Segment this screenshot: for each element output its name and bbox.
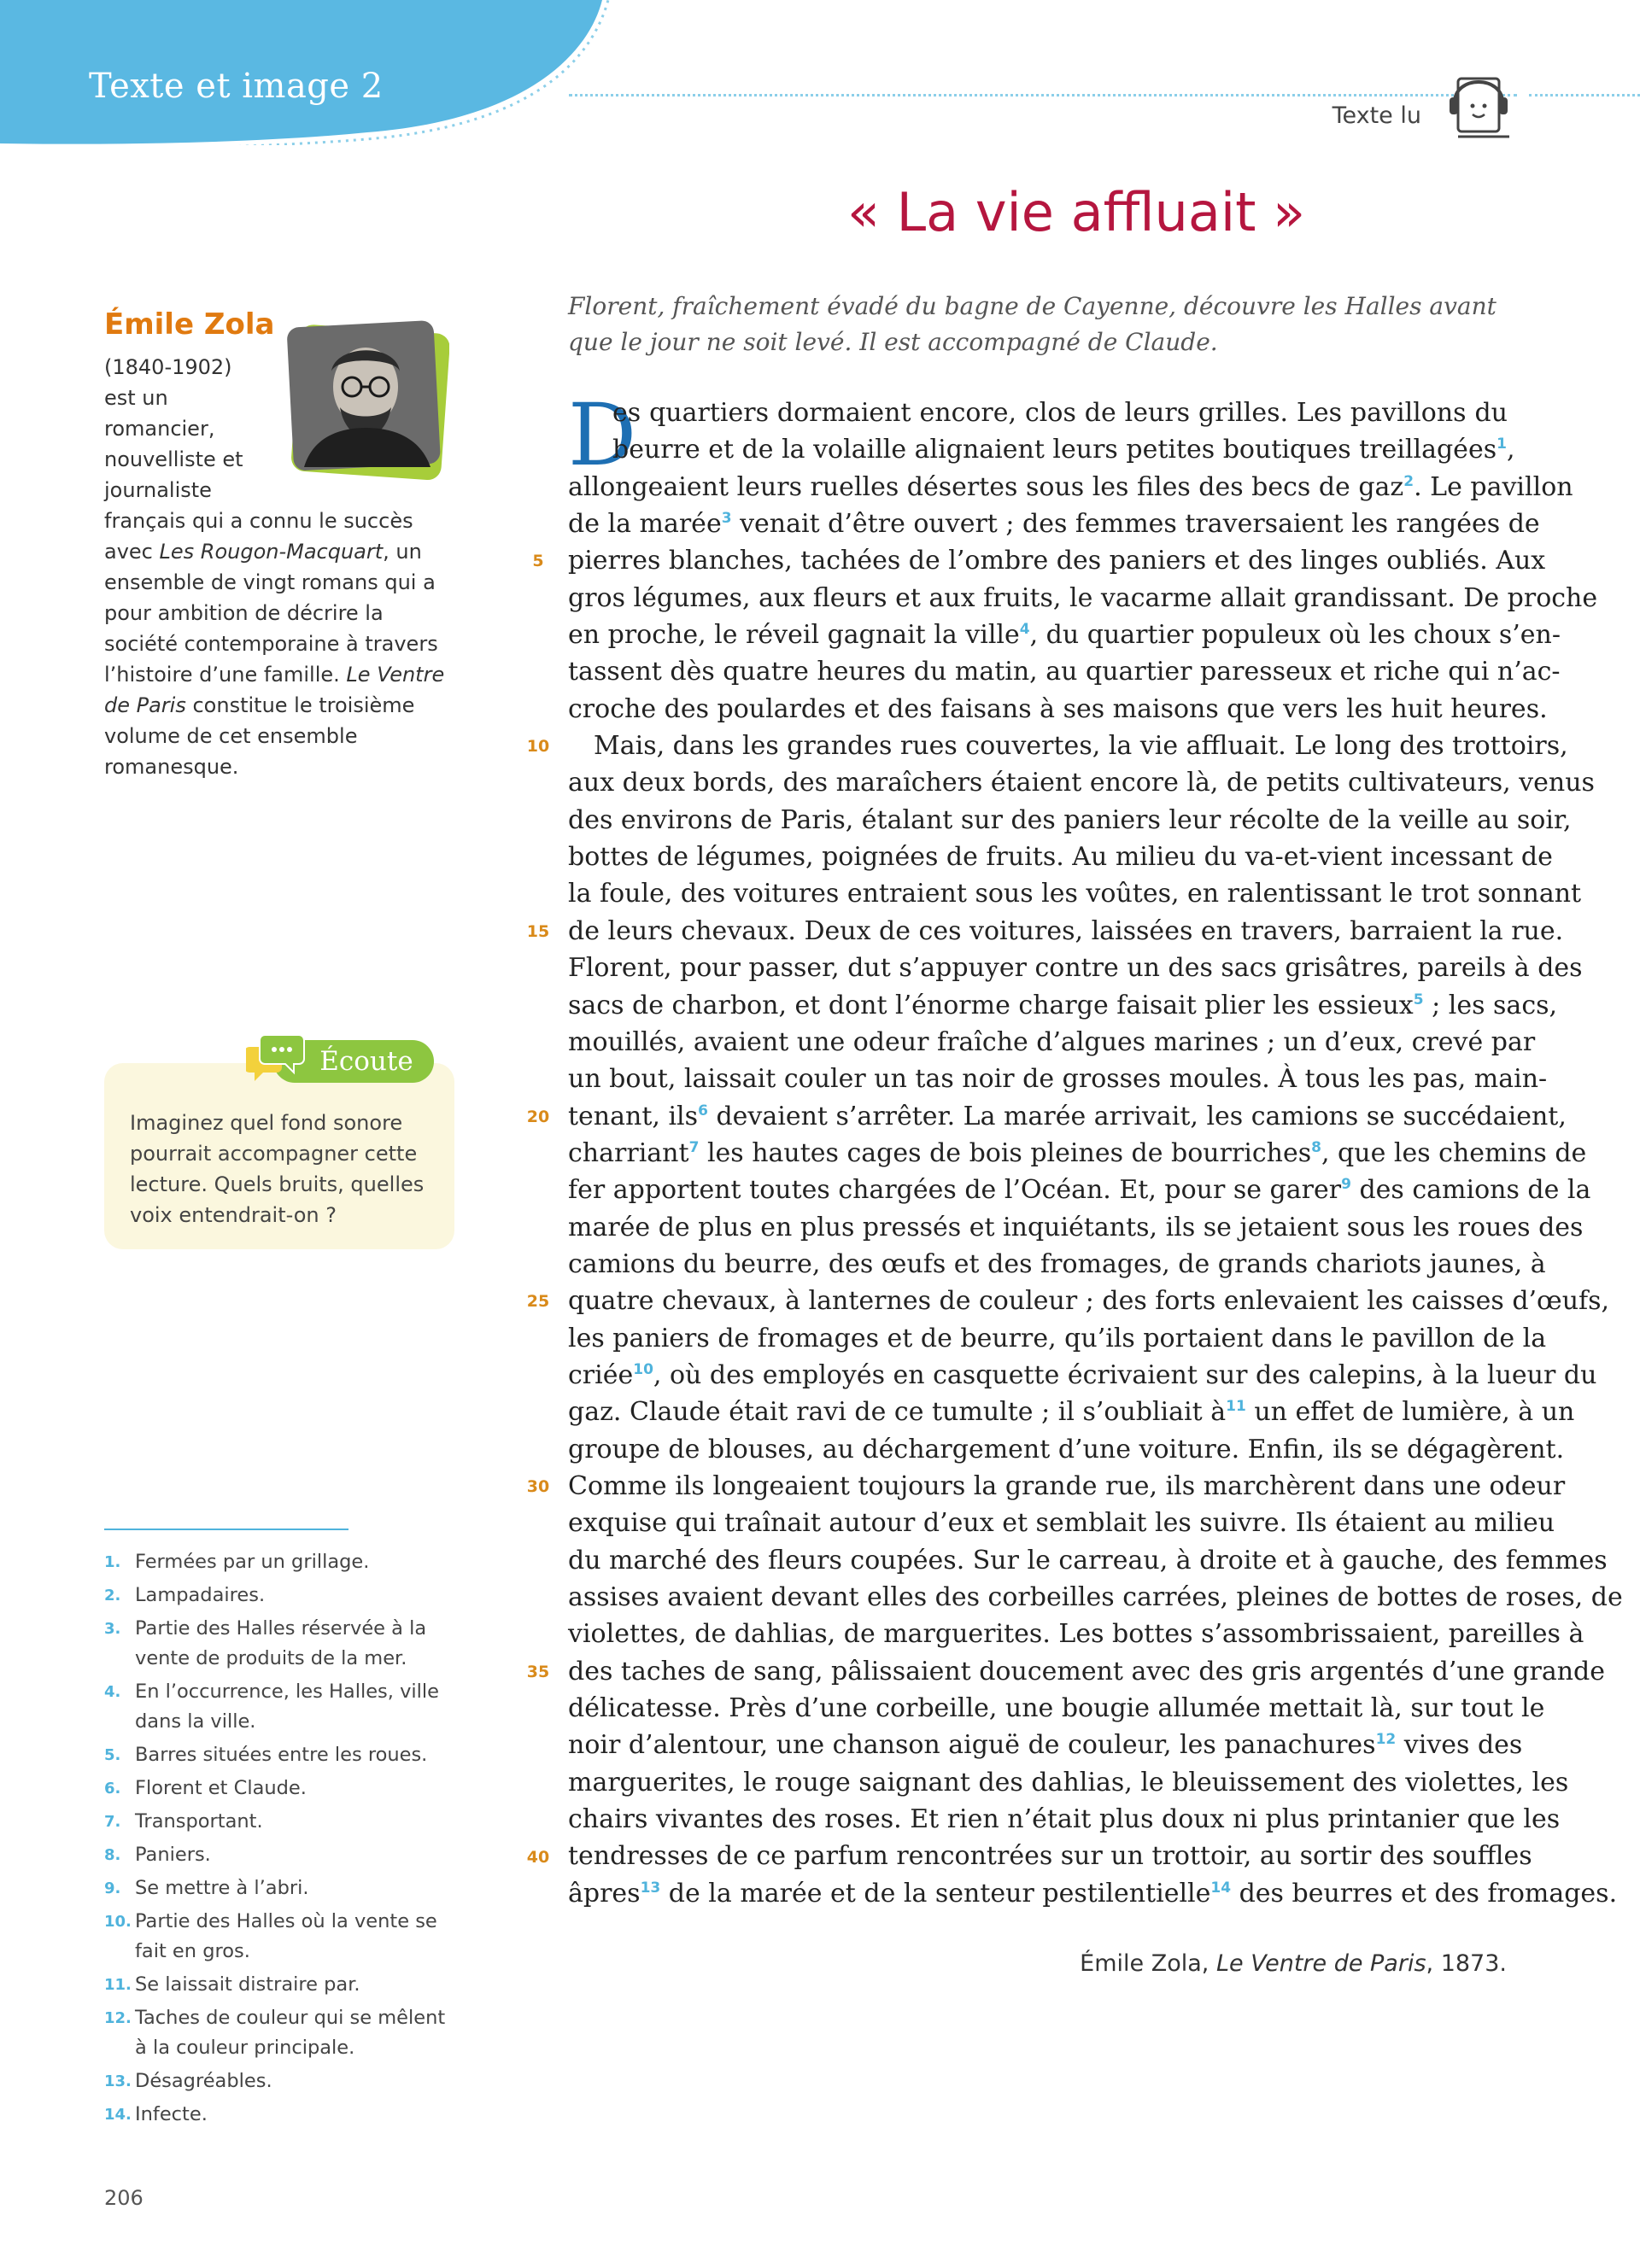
page-title: « La vie affluait » (846, 181, 1306, 243)
footnote-ref: 13 (640, 1879, 661, 1897)
footnote-ref: 7 (688, 1138, 700, 1156)
text-line: tendresses de ce parfum rencontrées sur un trottoir, au sortir des souffles (568, 1841, 1532, 1872)
footnote-item: 12. Taches de couleur qui se mêlent à la couleur principale. (104, 2007, 446, 2059)
footnote-ref: 8 (1311, 1138, 1321, 1156)
line-number: 40 (526, 1847, 550, 1867)
ecoute-question: Imaginez quel fond sonore pourrait accompagner cette lecture. Quels bruits, quelles voix entendrait-on ? (130, 1111, 425, 1227)
text-line: tassent dès quatre heures du matin, au quartier paresseux et riche qui n’ac- (568, 657, 1561, 687)
text-line: âpres$^{13}$ de la marée et de la senteur pestilentielle$^{14}$ des beurres et des fromages. (568, 1878, 1618, 1909)
text-line: violettes, de dahlias, de marguerites. Les bottes s’assombrissaient, pareilles à (568, 1619, 1584, 1650)
text-line: de la marée$^3$ venait d’être ouvert ; des femmes traversaient les rangées de (568, 509, 1540, 540)
text-line: du marché des fleurs coupées. Sur le carreau, à droite et à gauche, des femmes (568, 1545, 1608, 1575)
footnote-item: 10. Partie des Halles où la vente se fait en gros. (104, 1910, 437, 1962)
text-line: pierres blanches, tachées de l’ombre des paniers et des linges oubliés. Aux (568, 546, 1546, 576)
intro-text: Florent, fraîchement évadé du bagne de Cayenne, découvre les Halles avant que le jour ne soit levé. Il est accompagné de Claude. (568, 292, 1496, 356)
footnote-item: 6. Florent et Claude. (104, 1777, 307, 1799)
line-number: 35 (526, 1662, 550, 1681)
text-line: aux deux bords, des maraîchers étaient encore là, de petits cultivateurs, venus (568, 768, 1595, 798)
footnote-ref: 10 (633, 1360, 653, 1378)
footnote-ref: 14 (1210, 1879, 1232, 1897)
text-line: gros légumes, aux fleurs et aux fruits, le vacarme allait grandissant. De proche (568, 582, 1598, 613)
drop-cap: D (568, 385, 637, 485)
author-name: Émile Zola (104, 307, 275, 342)
text-line: noir d’alentour, une chanson aiguë de couleur, les panachures$^{12}$ vives des (568, 1730, 1523, 1761)
text-line: des environs de Paris, étalant sur des paniers leur récolte de la veille au soir, (568, 804, 1572, 835)
line-number: 15 (526, 921, 550, 941)
bio-line: journaliste (104, 478, 212, 502)
footnote-ref: 4 (1019, 621, 1030, 639)
line-number: 5 (532, 552, 544, 571)
text-line: chairs vivantes des roses. Et rien n’était plus doux ni plus printanier que les (568, 1804, 1561, 1835)
text-line: un bout, laissait couler un tas noir de grosses moules. À tous les pas, main- (568, 1064, 1548, 1095)
text-line: Florent, pour passer, dut s’appuyer contre un des sacs grisâtres, pareils à des (568, 953, 1583, 984)
footnote-ref: 5 (1413, 991, 1424, 1008)
text-line: gaz. Claude était ravi de ce tumulte ; il s’oubliait à$^{11}$ un effet de lumière, à un (568, 1397, 1575, 1428)
text-line: quatre chevaux, à lanternes de couleur ; des forts enlevaient les caisses d’œufs, (568, 1286, 1610, 1317)
text-line: des taches de sang, pâlissaient doucement avec des gris argentés d’une grande (568, 1656, 1606, 1686)
ecoute-label: Écoute (273, 1040, 434, 1083)
footnote-ref: 6 (698, 1102, 708, 1119)
footnote-item: 8. Paniers. (104, 1844, 211, 1866)
footnote-ref: 2 (1403, 472, 1414, 490)
text-line: Mais, dans les grandes rues couvertes, la vie affluait. Le long des trottoirs, (594, 731, 1568, 762)
text-line: marguerites, le rouge saignant des dahlias, le bleuissement des violettes, les (568, 1767, 1569, 1797)
footnote-item: 9. Se mettre à l’abri. (104, 1877, 309, 1899)
footnote-ref: 9 (1341, 1176, 1351, 1194)
bio-line: est un (104, 386, 168, 410)
footnote-item: 3. Partie des Halles réservée à la vente de produits de la mer. (104, 1617, 427, 1669)
texte-lu-label: Texte lu (1327, 102, 1426, 129)
author-dates: (1840-1902) (104, 355, 232, 379)
footnote-ref: 3 (721, 510, 732, 528)
footnote-item: 4. En l’occurrence, les Halles, ville dans la ville. (104, 1681, 439, 1733)
section-title: Texte et image 2 (89, 67, 384, 106)
text-line: groupe de blouses, au déchargement d’une voiture. Enfin, ils se dégagèrent. (568, 1434, 1565, 1464)
text-line: allongeaient leurs ruelles désertes sous les files des becs de gaz$^2$. Le pavillon (568, 471, 1573, 502)
text-line: tenant, ils$^6$ devaient s’arrêter. La marée arrivait, les camions se succédaient, (568, 1101, 1567, 1131)
header-dotted-rule-right (1529, 94, 1640, 96)
text-line: croche des poulardes et des faisans à ses maisons que vers les huit heures. (568, 693, 1548, 724)
text-line: camions du beurre, des œufs et des fromages, de grands chariots jaunes, à (568, 1248, 1546, 1279)
footnote-item: 1. Fermées par un grillage. (104, 1551, 370, 1573)
text-line: beurre et de la volaille alignaient leurs petites boutiques treillagées$^1$, (612, 435, 1515, 465)
footnote-item: 11. Se laissait distraire par. (104, 1973, 360, 1996)
bio-line: romancier, (104, 417, 215, 441)
footnote-item: 7. Transportant. (104, 1810, 263, 1833)
text-line: Comme ils longeaient toujours la grande rue, ils marchèrent dans une odeur (568, 1470, 1566, 1501)
line-number: 10 (526, 737, 550, 757)
text-line: sacs de charbon, et dont l’énorme charge faisait plier les essieux$^5$ ; les sacs, (568, 990, 1558, 1020)
footnote-ref: 12 (1375, 1731, 1397, 1749)
line-number: 20 (526, 1107, 550, 1126)
text-line: charriant$^7$ les hautes cages de bois pleines de bourriches$^8$, que les chemins de (568, 1137, 1587, 1168)
line-number: 25 (526, 1292, 550, 1312)
bio-line: nouvelliste et (104, 447, 243, 471)
text-line: en proche, le réveil gagnait la ville$^4$, du quartier populeux où les choux s’en- (568, 620, 1561, 651)
footnote-item: 13. Désagréables. (104, 2070, 272, 2092)
text-line: fer apportent toutes chargées de l’Océan. Et, pour se garer$^9$ des camions de la (568, 1175, 1591, 1206)
text-line: les paniers de fromages et de beurre, qu’ils portaient dans le pavillon de la (568, 1323, 1547, 1353)
notes-divider (104, 1529, 348, 1530)
text-line: de leurs chevaux. Deux de ces voitures, laissées en travers, barraient la rue. (568, 915, 1564, 946)
footnote-item: 2. Lampadaires. (104, 1584, 266, 1606)
speech-bubbles-icon (246, 1032, 306, 1084)
bio-paragraph: français qui a connu le succès avec Les Rougon-Macquart, un ensemble de vingt romans qui a pour ambition de décrire la société contemporaine à travers l’histoire d’une famille. Le Ventre de Paris constitue le troisième volume de cet ensemble romanesque. (104, 509, 445, 779)
author-portrait (287, 319, 449, 481)
text-line: marée de plus en plus pressés et inquiétants, ils se jetaient sous les roues des (568, 1212, 1584, 1242)
text-line: es quartiers dormaient encore, clos de leurs grilles. Les pavillons du (612, 398, 1508, 428)
footnote-item: 5. Barres situées entre les roues. (104, 1744, 428, 1766)
footnote-ref: 11 (1226, 1398, 1246, 1416)
text-line: exquise qui traînait autour d’eux et semblait les suivre. Ils étaient au milieu (568, 1508, 1555, 1539)
footnotes-list (104, 1547, 454, 2133)
text-line: délicatesse. Près d’une corbeille, une bougie allumée mettait là, sur tout le (568, 1693, 1545, 1724)
text-line: bottes de légumes, poignées de fruits. Au milieu du va-et-vient incessant de (568, 842, 1553, 873)
text-line: criée$^{10}$, où des employés en casquette écrivaient sur des calepins, à la lueur du (568, 1359, 1597, 1390)
header-dotted-rule (569, 94, 1517, 96)
text-line: assises avaient devant elles des corbeilles carrées, pleines de bottes de roses, de (568, 1582, 1623, 1612)
footnote-item: 14. Infecte. (104, 2103, 208, 2125)
main-text (568, 385, 1623, 1912)
text-line: mouillés, avaient une odeur fraîche d’algues marines ; un d’eux, crevé par (568, 1026, 1536, 1057)
headphones-book-icon[interactable] (1446, 68, 1514, 145)
line-number: 30 (526, 1477, 550, 1497)
source-citation: Émile Zola, Le Ventre de Paris, 1873. (1080, 1950, 1507, 1977)
page-number: 206 (104, 2186, 144, 2210)
footnote-ref: 1 (1496, 435, 1507, 453)
text-line: la foule, des voitures entraient sous les voûtes, en ralentissant le trot sonnant (568, 879, 1582, 909)
